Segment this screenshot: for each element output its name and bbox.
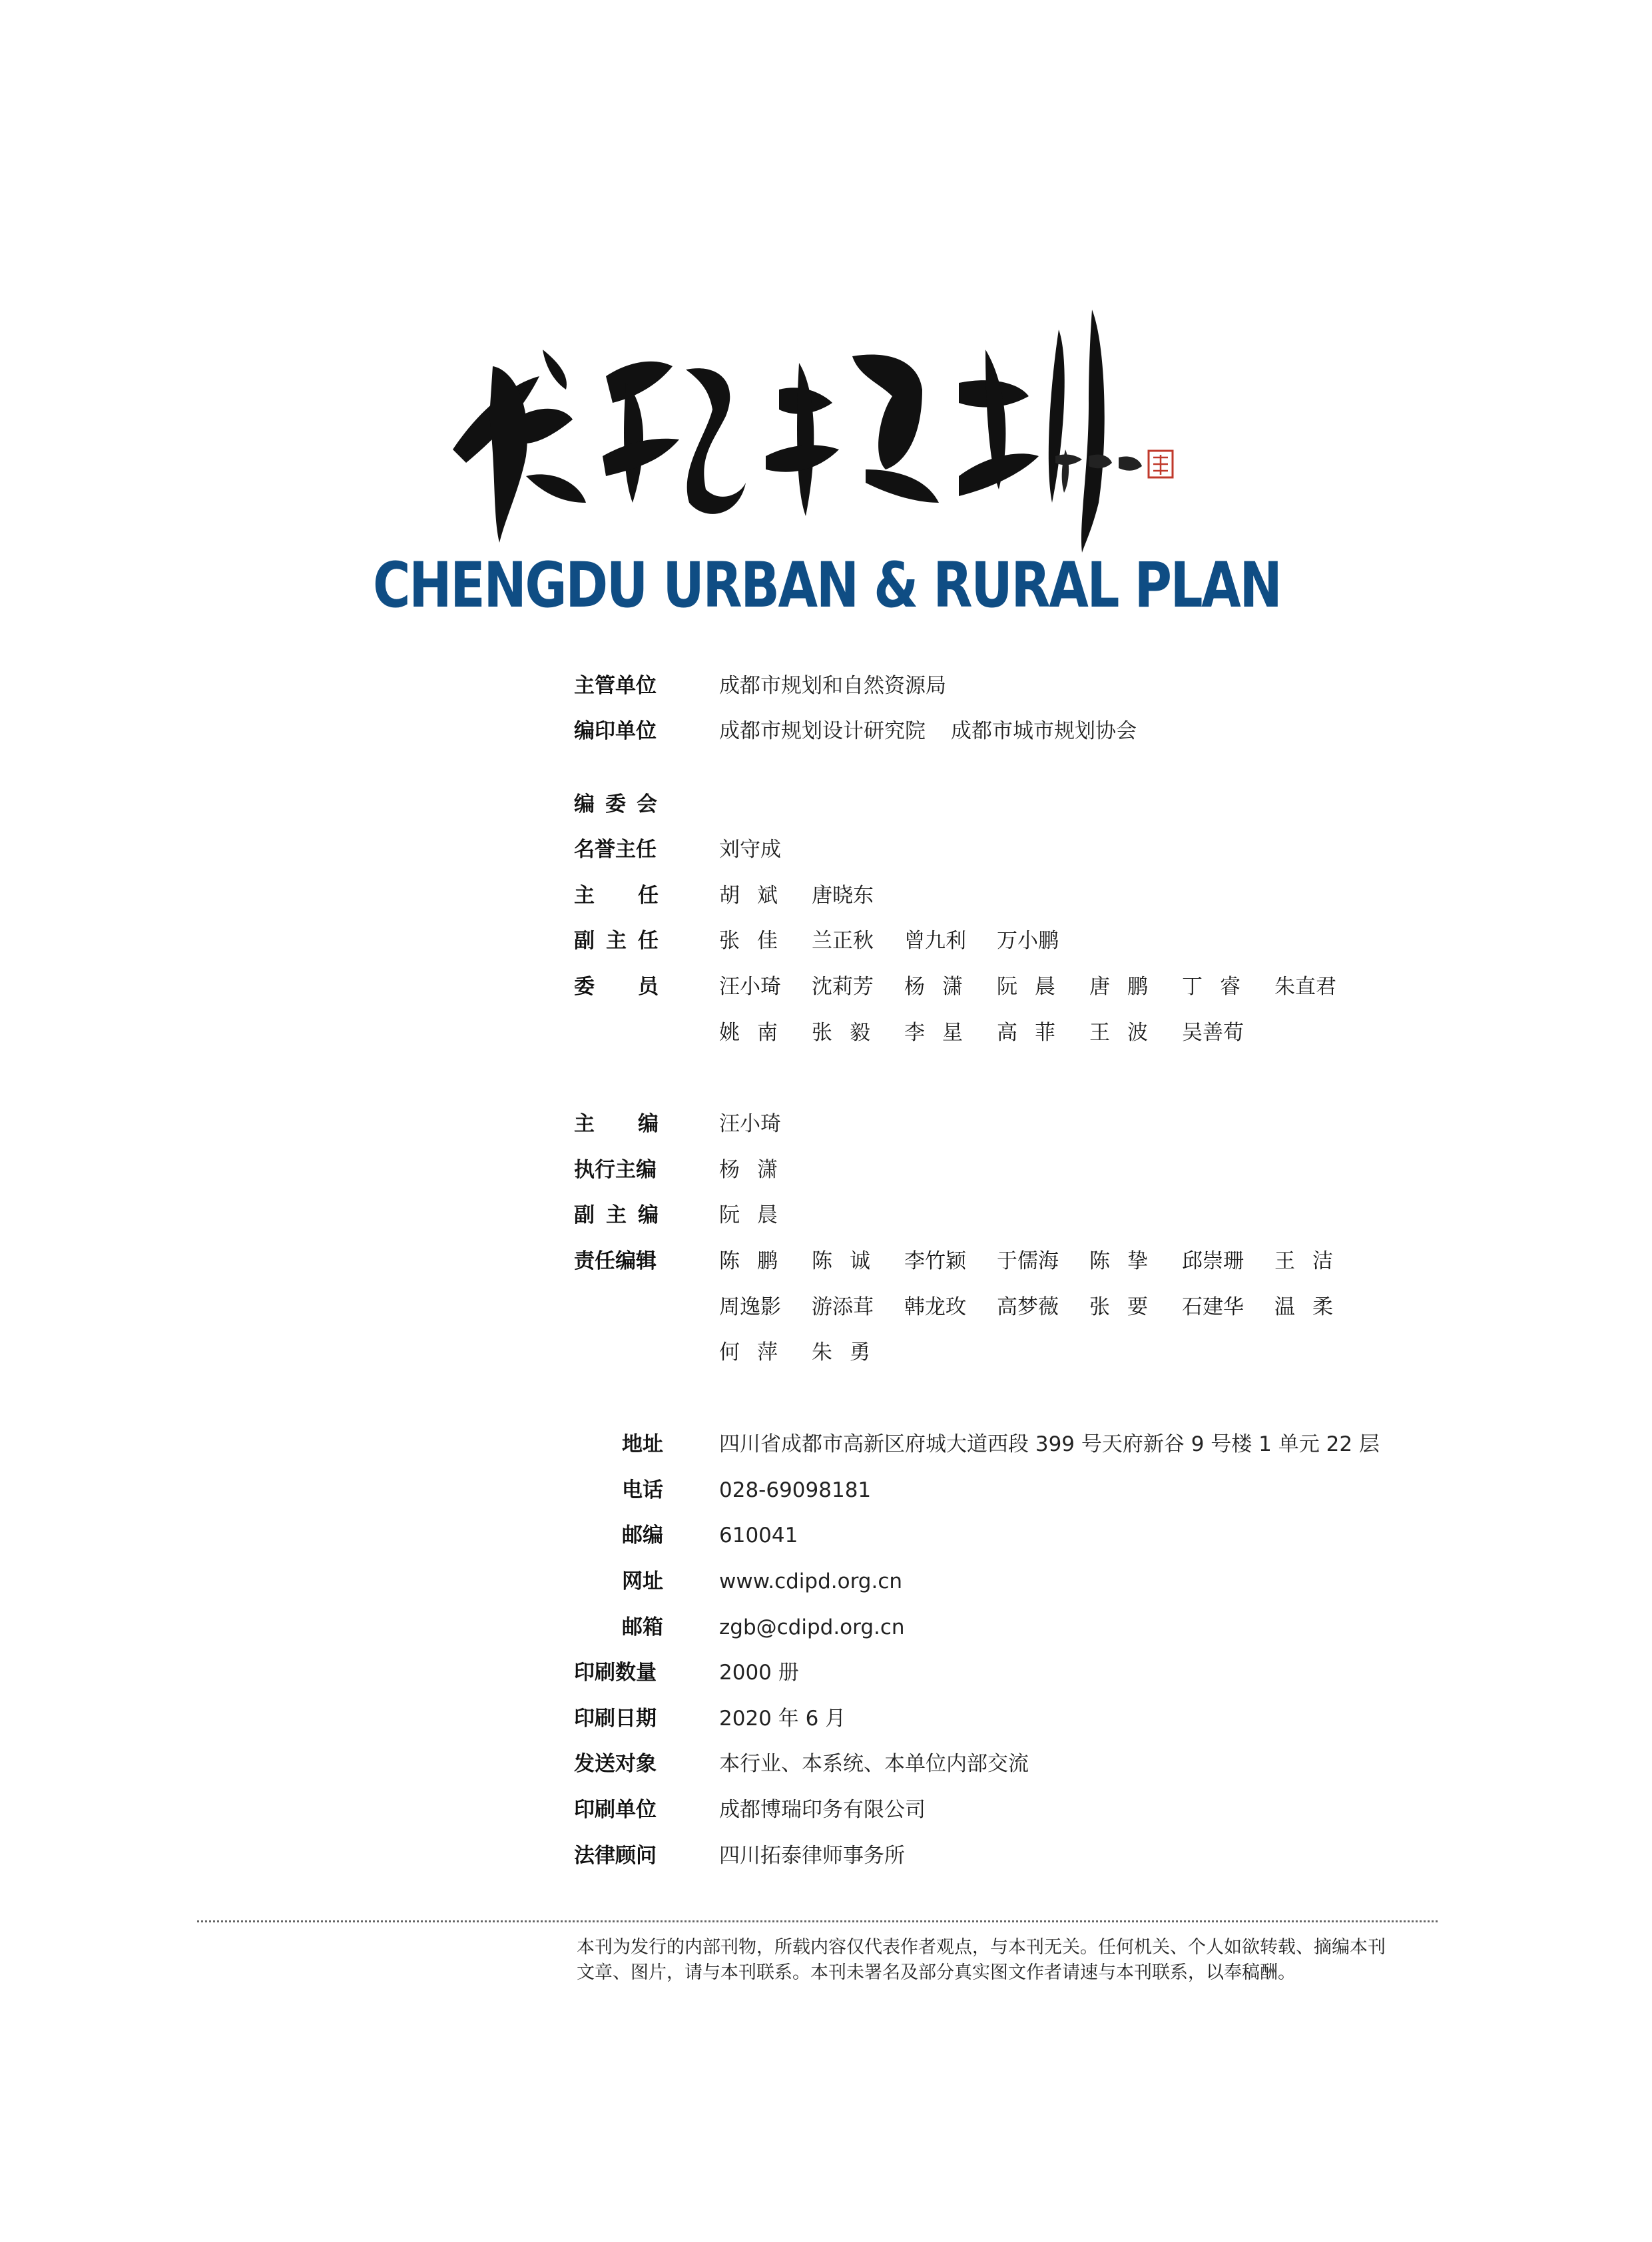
editor-name: 陈鹏 [719, 1249, 795, 1273]
deputy-editor: 阮晨 [719, 1203, 795, 1227]
address-label: 地址 [622, 1432, 663, 1456]
editor-unit-value-1: 成都市规划设计研究院 [719, 719, 926, 743]
deputy-director-name: 兰正秋 [812, 929, 874, 953]
editor-name: 王洁 [1274, 1249, 1350, 1273]
members-label: 委员 [574, 975, 702, 999]
address-value: 四川省成都市高新区府城大道西段 399 号天府新谷 9 号楼 1 单元 22 层 [719, 1432, 1380, 1456]
honorary-director-label: 名誉主任 [574, 838, 657, 862]
calligraphy-title-art [426, 303, 1192, 556]
website-value: www.cdipd.org.cn [719, 1569, 903, 1593]
print-date-value: 2020 年 6 月 [719, 1707, 846, 1731]
member-name: 朱直君 [1274, 975, 1336, 999]
member-name: 阮晨 [997, 975, 1073, 999]
member-name: 姚南 [719, 1021, 795, 1045]
supervisor-value: 成都市规划和自然资源局 [719, 674, 946, 698]
editor-name: 韩龙玫 [904, 1295, 966, 1319]
responsible-list-1 [719, 1241, 1367, 1281]
director-label: 主任 [574, 884, 702, 908]
editor-name: 陈诚 [812, 1249, 888, 1273]
editor-name: 李竹颖 [904, 1249, 966, 1273]
supervisor-label: 主管单位 [574, 674, 657, 698]
director-name: 唐晓东 [812, 884, 874, 908]
email-label: 邮箱 [622, 1615, 663, 1639]
legal-label: 法律顾问 [574, 1844, 657, 1868]
audience-label: 发送对象 [574, 1752, 657, 1776]
member-name: 杨潇 [904, 975, 980, 999]
postcode-label: 邮编 [622, 1524, 663, 1547]
member-name: 张毅 [812, 1021, 888, 1045]
member-name: 唐鹏 [1089, 975, 1165, 999]
deputy-director-name: 张佳 [719, 929, 795, 953]
director-name: 胡斌 [719, 884, 795, 908]
directors-list [719, 876, 904, 916]
editor-name: 陈挚 [1089, 1249, 1165, 1273]
editor-name: 高梦薇 [997, 1295, 1059, 1319]
deputy-director-name: 万小鹏 [997, 929, 1059, 953]
editor-name: 游添茸 [812, 1295, 874, 1319]
members-list-1 [719, 967, 1367, 1007]
member-name: 王波 [1089, 1021, 1165, 1045]
print-date-label: 印刷日期 [574, 1707, 657, 1731]
audience-value: 本行业、本系统、本单位内部交流 [719, 1752, 1029, 1776]
editor-name: 石建华 [1182, 1295, 1244, 1319]
editor-name: 于儒海 [997, 1249, 1059, 1273]
deputy-directors-list [719, 921, 1089, 961]
chief-editor-label: 主编 [574, 1112, 702, 1136]
honorary-director: 刘守成 [719, 838, 781, 862]
deputy-editor-label: 副主编 [574, 1203, 670, 1227]
email-value: zgb@cdipd.org.cn [719, 1615, 905, 1639]
dotted-divider [197, 1920, 1438, 1922]
deputy-director-name: 曾九利 [904, 929, 966, 953]
phone-label: 电话 [622, 1478, 663, 1502]
editor-name: 张要 [1089, 1295, 1165, 1319]
editor-unit-label: 编印单位 [574, 719, 657, 743]
committee-heading: 编委会 [574, 792, 668, 816]
member-name: 汪小琦 [719, 975, 781, 999]
responsible-list-2 [719, 1287, 1367, 1327]
website-label: 网址 [622, 1569, 663, 1593]
executive-editor: 杨潇 [719, 1158, 795, 1182]
postcode-value: 610041 [719, 1524, 798, 1547]
deputy-director-label: 副主任 [574, 929, 670, 953]
chief-editor: 汪小琦 [719, 1112, 781, 1136]
printer-label: 印刷单位 [574, 1798, 657, 1822]
responsible-list-3 [719, 1332, 904, 1372]
phone-value: 028-69098181 [719, 1478, 872, 1502]
member-name: 高菲 [997, 1021, 1073, 1045]
editor-name: 周逸影 [719, 1295, 781, 1319]
members-list-2 [719, 1013, 1274, 1053]
editor-name: 何萍 [719, 1340, 795, 1364]
footer-notice: 本刊为发行的内部刊物，所载内容仅代表作者观点，与本刊无关。任何机关、个人如欲转载、摘编本刊文章、图片，请与本刊联系。本刊未署名及部分真实图文作者请速与本刊联系，以奉稿酬。 [577, 1937, 1386, 1983]
editor-name: 温柔 [1274, 1295, 1350, 1319]
executive-editor-label: 执行主编 [574, 1158, 657, 1182]
calligraphy-logo [426, 303, 1192, 556]
member-name: 吴善荀 [1182, 1021, 1244, 1045]
printer-value: 成都博瑞印务有限公司 [719, 1798, 926, 1822]
member-name: 李星 [904, 1021, 980, 1045]
legal-value: 四川拓泰律师事务所 [719, 1844, 905, 1868]
editor-unit-value-2: 成都市城市规划协会 [951, 719, 1137, 743]
editor-unit-value [719, 711, 1137, 751]
responsible-editors-label: 责任编辑 [574, 1249, 657, 1273]
print-count-label: 印刷数量 [574, 1661, 657, 1685]
member-name: 丁睿 [1182, 975, 1258, 999]
print-count-value: 2000 册 [719, 1661, 799, 1685]
member-name: 沈莉芳 [812, 975, 874, 999]
editor-name: 邱崇珊 [1182, 1249, 1244, 1273]
english-title: CHENGDU URBAN & RURAL PLAN [373, 549, 1281, 622]
editor-name: 朱勇 [812, 1340, 888, 1364]
